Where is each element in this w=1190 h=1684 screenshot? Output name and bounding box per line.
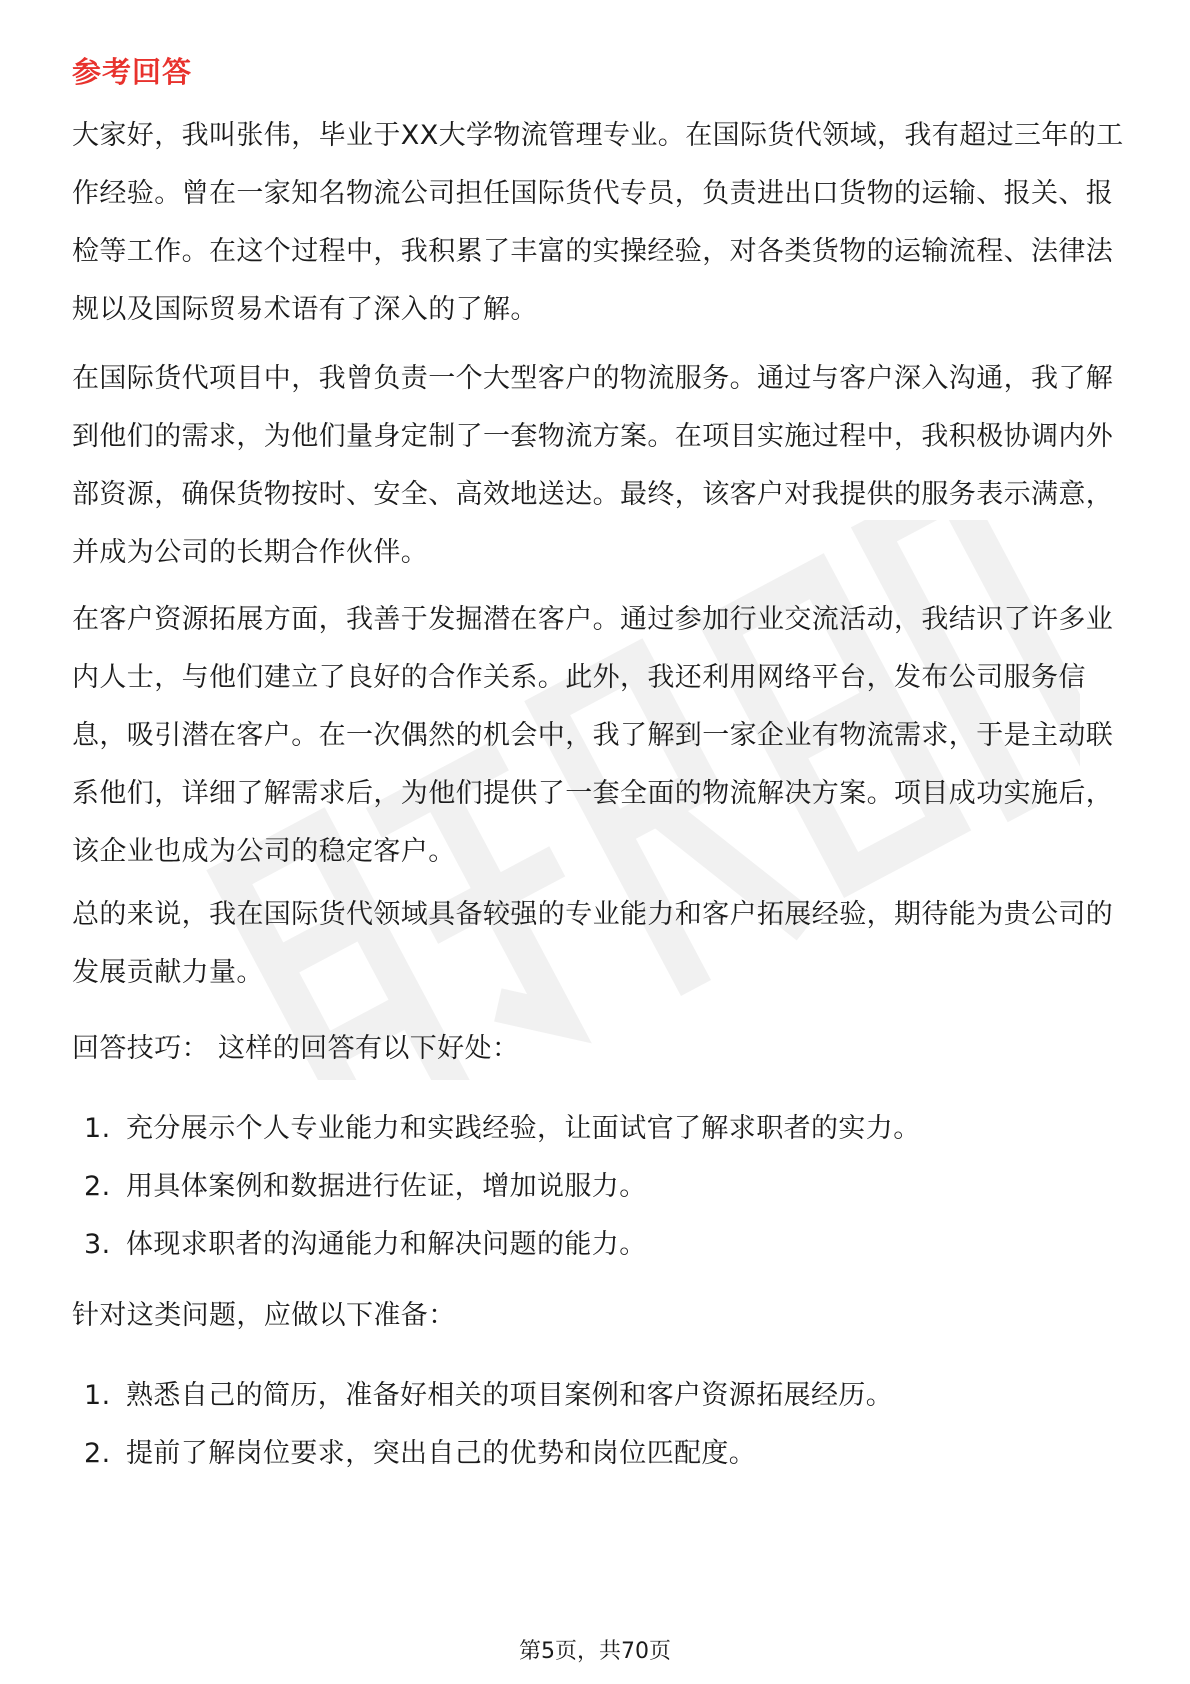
answer-paragraph-2: 在国际货代项目中，我曾负责一个大型客户的物流服务。通过与客户深入沟通，我了解到他们的需求，为他们量身定制了一套物流方案。在项目实施过程中，我积极协调内外部资源，确保货物按时、安全、高效地送达。最终，该客户对我提供的服务表示满意，并成为公司的长期合作伙伴。 [72, 363, 1114, 568]
answer-paragraph-4: 总的来说，我在国际货代领域具备较强的专业能力和客户拓展经验，期待能为贵公司的发展贡献力量。 [72, 899, 1114, 988]
answer-paragraph-3: 在客户资源拓展方面，我善于发掘潜在客户。通过参加行业交流活动，我结识了许多业内人士，与他们建立了良好的合作关系。此外，我还利用网络平台，发布公司服务信息，吸引潜在客户。在一次偶然的机会中，我了解到一家企业有物流需求，于是主动联系他们，详细了解需求后，为他们提供了一套全面的物流解决方案。项目成功实施后，该企业也成为公司的稳定客户。 [72, 604, 1114, 867]
list-number: 3. [84, 1229, 111, 1260]
list-number: 1. [84, 1380, 111, 1411]
list-item [84, 1100, 1124, 1158]
list-text: 体现求职者的沟通能力和解决问题的能力。 [126, 1229, 647, 1260]
answer-paragraph-1: 大家好，我叫张伟，毕业于XX大学物流管理专业。在国际货代领域，我有超过三年的工作经验。曾在一家知名物流公司担任国际货代专员，负责进出口货物的运输、报关、报检等工作。在这个过程中，我积累了丰富的实操经验，对各类货物的运输流程、法律法规以及国际贸易术语有了深入的了解。 [72, 120, 1124, 325]
list-item [84, 1216, 1124, 1274]
list-item [84, 1158, 1124, 1216]
list-text: 提前了解岗位要求，突出自己的优势和岗位匹配度。 [126, 1438, 757, 1469]
list-number: 2. [84, 1171, 111, 1202]
list-number: 2. [84, 1438, 111, 1469]
list-item [84, 1367, 1124, 1425]
tips-list [84, 1100, 1124, 1274]
list-text: 充分展示个人专业能力和实践经验，让面试官了解求职者的实力。 [126, 1113, 921, 1144]
list-text: 熟悉自己的简历，准备好相关的项目案例和客户资源拓展经历。 [126, 1380, 894, 1411]
page-number-footer: 第5页，共70页 [519, 1639, 671, 1664]
list-number: 1. [84, 1113, 111, 1144]
prep-intro: 针对这类问题，应做以下准备： [72, 1300, 456, 1331]
section-heading: 参考回答 [72, 55, 193, 89]
prep-list [84, 1367, 1124, 1483]
tips-intro: 回答技巧： 这样的回答有以下好处： [72, 1033, 520, 1064]
document-page [72, 0, 1124, 1684]
list-text: 用具体案例和数据进行佐证，增加说服力。 [126, 1171, 647, 1202]
list-item [84, 1425, 1124, 1483]
